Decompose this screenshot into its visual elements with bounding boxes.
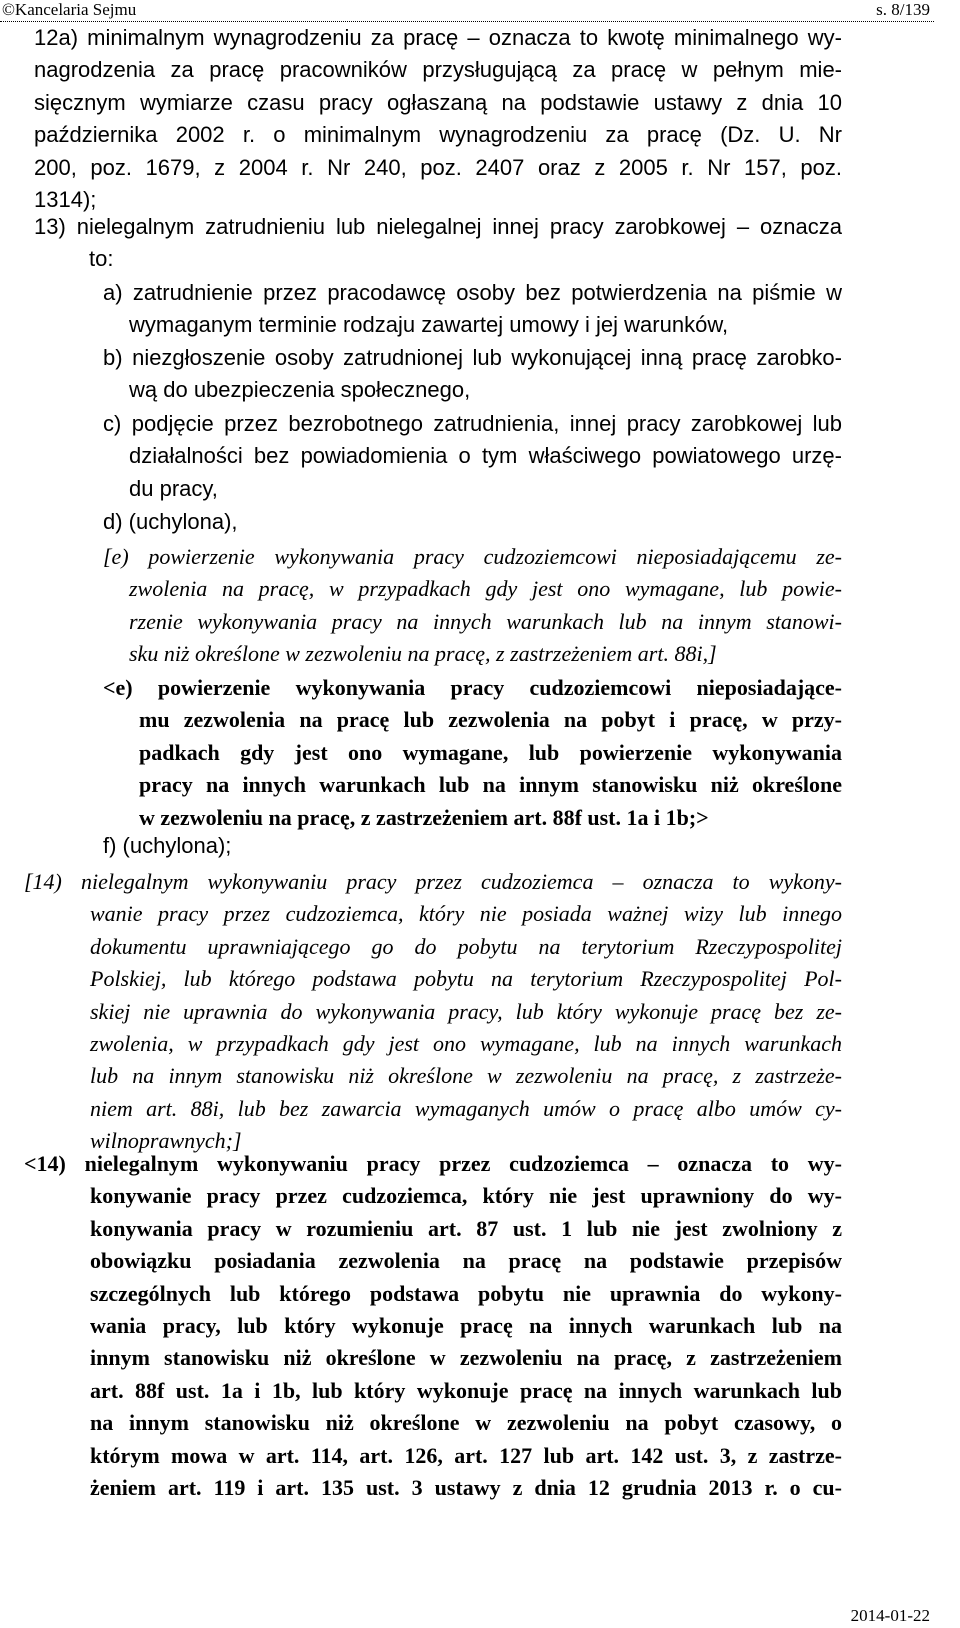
text-line: [14) nielegalnym wykonywaniu pracy przez cudzoziemca – oznacza to wykony- bbox=[24, 869, 842, 894]
item-13a bbox=[103, 277, 842, 342]
text-line: wilnoprawnych;] bbox=[90, 1128, 242, 1154]
text-line: 200, poz. 1679, z 2004 r. Nr 240, poz. 2407 oraz z 2005 r. Nr 157, poz. bbox=[34, 154, 842, 180]
text-line: Polskiej, lub którego podstawa pobytu na terytorium Rzeczypospolitej Pol- bbox=[90, 966, 842, 992]
text-line: w zezwoleniu na pracę, z zastrzeżeniem art. 88f ust. 1a i 1b;> bbox=[139, 804, 709, 830]
text-line: lub na innym stanowisku niż określone w zezwoleniu na pracę, z zastrzeże- bbox=[90, 1063, 842, 1089]
paragraph-13 bbox=[34, 211, 842, 276]
item-13f bbox=[103, 830, 842, 862]
item-13b bbox=[103, 342, 842, 407]
text-line: [e) powierzenie wykonywania pracy cudzoziemcowi nieposiadającemu ze- bbox=[103, 544, 842, 569]
text-line: pracy na innych warunkach lub na innym stanowisku niż określone bbox=[139, 772, 842, 798]
header-source: ©Kancelaria Sejmu bbox=[2, 0, 137, 19]
text-line: żeniem art. 119 i art. 135 ust. 3 ustawy z dnia 12 grudnia 2013 r. o cu- bbox=[90, 1475, 842, 1501]
text-line: 13) nielegalnym zatrudnieniu lub nielegalnej innej pracy zarobkowej – oznacza bbox=[34, 214, 842, 239]
text-line: obowiązku posiadania zezwolenia na pracę na podstawie przepisów bbox=[90, 1248, 842, 1274]
text-line: <14) nielegalnym wykonywaniu pracy przez cudzoziemca – oznacza to wy- bbox=[24, 1151, 842, 1176]
text-line: sku niż określone w zezwoleniu na pracę, z zastrzeżeniem art. 88i,] bbox=[129, 641, 717, 667]
text-line: 12a) minimalnym wynagrodzeniu za pracę – oznacza to kwotę minimalnego wy- bbox=[34, 25, 842, 50]
text-line: dokumentu uprawniającego go do pobytu na terytorium Rzeczypospolitej bbox=[90, 933, 842, 959]
text-line: du pracy, bbox=[129, 475, 218, 501]
text-line: działalności bez powiadomienia o tym właściwego powiatowego urzę- bbox=[129, 443, 842, 469]
item-13e-old-version bbox=[103, 541, 842, 671]
text-line: sięcznym wymiarze czasu pracy ogłaszaną na podstawie ustawy z dnia 10 bbox=[34, 89, 842, 115]
header-page-number: s. 8/139 bbox=[876, 0, 930, 19]
text-line: d) (uchylona), bbox=[103, 509, 238, 534]
text-line: innym stanowisku niż określone w zezwoleniu na pracę, z zastrzeżeniem bbox=[90, 1345, 842, 1371]
paragraph-14-new-version bbox=[24, 1148, 842, 1504]
item-13d bbox=[103, 506, 842, 538]
text-line: na innym stanowisku niż określone w zezwoleniu na pobyt czasowy, o bbox=[90, 1410, 842, 1436]
text-line: którym mowa w art. 114, art. 126, art. 127 lub art. 142 ust. 3, z zastrze- bbox=[90, 1442, 842, 1468]
text-line: b) niezgłoszenie osoby zatrudnionej lub wykonującej inną pracę zarobko- bbox=[103, 345, 842, 370]
text-line: a) zatrudnienie przez pracodawcę osoby bez potwierdzenia na piśmie w bbox=[103, 280, 842, 305]
text-line: f) (uchylona); bbox=[103, 833, 232, 858]
text-line: padkach gdy jest ono wymagane, lub powierzenie wykonywania bbox=[139, 739, 842, 765]
text-line: wą do ubezpieczenia społecznego, bbox=[129, 377, 471, 403]
text-line: nagrodzenia za pracę pracowników przysługującą za pracę w pełnym mie- bbox=[34, 57, 842, 83]
paragraph-12a bbox=[34, 22, 842, 216]
item-13c bbox=[103, 408, 842, 505]
text-line: mu zezwolenia na pracę lub zezwolenia na pobyt i pracę, w przy- bbox=[139, 707, 842, 733]
text-line: konywanie pracy przez cudzoziemca, który nie jest uprawniony do wy- bbox=[90, 1183, 842, 1209]
text-line: c) podjęcie przez bezrobotnego zatrudnienia, innej pracy zarobkowej lub bbox=[103, 411, 842, 436]
item-13e-new-version bbox=[103, 672, 842, 834]
text-line: 1314); bbox=[34, 187, 97, 213]
text-line: <e) powierzenie wykonywania pracy cudzoziemcowi nieposiadające- bbox=[103, 675, 842, 700]
text-line: zwolenia na pracę, w przypadkach gdy jest ono wymagane, lub powie- bbox=[129, 576, 842, 602]
text-line: szczególnych lub którego podstawa pobytu nie uprawnia do wykony- bbox=[90, 1280, 842, 1306]
text-line: wania pracy, lub który wykonuje pracę na innych warunkach lub na bbox=[90, 1313, 842, 1339]
text-line: zwolenia, w przypadkach gdy jest ono wymagane, lub na innych warunkach bbox=[90, 1031, 842, 1057]
text-line: niem art. 88i, lub bez zawarcia wymaganych umów o pracę albo umów cy- bbox=[90, 1095, 842, 1121]
text-line: konywania pracy w rozumieniu art. 87 ust. 1 lub nie jest zwolniony z bbox=[90, 1215, 842, 1241]
text-line: art. 88f ust. 1a i 1b, lub który wykonuje pracę na innych warunkach lub bbox=[90, 1377, 842, 1403]
text-line: rzenie wykonywania pracy na innych warunkach lub na innym stanowi- bbox=[129, 608, 842, 634]
text-line: to: bbox=[89, 246, 114, 272]
footer-date: 2014-01-22 bbox=[850, 1606, 930, 1625]
text-line: października 2002 r. o minimalnym wynagrodzeniu za pracę (Dz. U. Nr bbox=[34, 122, 842, 148]
paragraph-14-old-version bbox=[24, 866, 842, 1158]
text-line: wanie pracy przez cudzoziemca, który nie posiada ważnej wizy lub innego bbox=[90, 901, 842, 927]
text-line: wymaganym terminie rodzaju zawartej umowy i jej warunków, bbox=[129, 312, 729, 338]
text-line: skiej nie uprawnia do wykonywania pracy, lub który wykonuje pracę bez ze- bbox=[90, 998, 842, 1024]
